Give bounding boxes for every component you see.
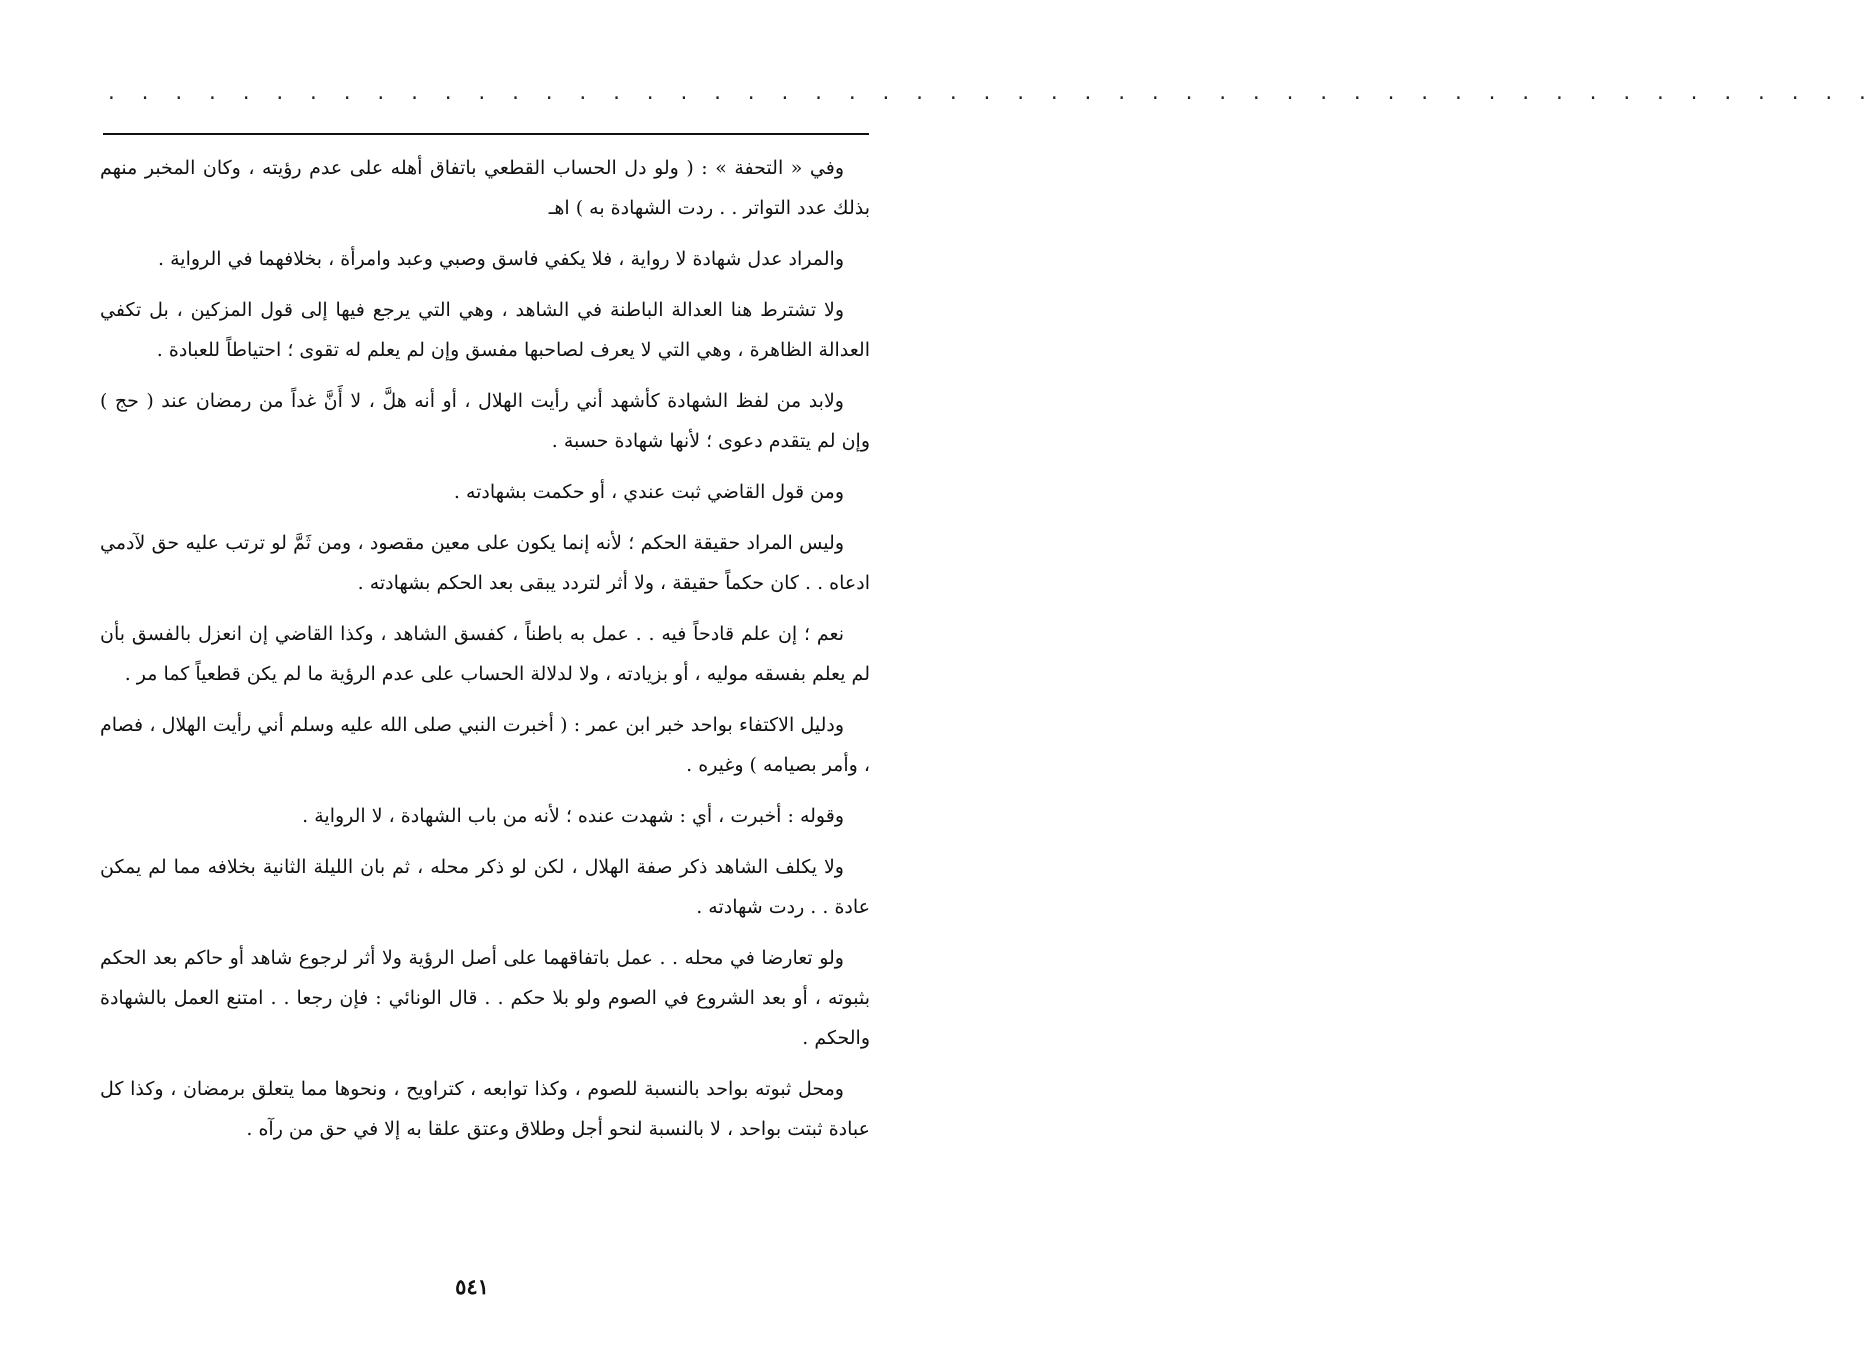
paragraph: وليس المراد حقيقة الحكم ؛ لأنه إنما يكون على معين مقصود ، ومن ثَمَّ لو ترتب عليه حق لآدمي ادعاه . . كان حكماً حقيقة ، ولا أثر لتردد يبقى بعد الحكم بشهادته . (100, 532, 870, 594)
paragraph: والمراد عدل شهادة لا رواية ، فلا يكفي فاسق وصبي وعبد وامرأة ، بخلافهما في الرواية . (158, 248, 844, 270)
paragraph: ومن قول القاضي ثبت عندي ، أو حكمت بشهادته . (453, 481, 844, 503)
paragraph: ومحل ثبوته بواحد بالنسبة للصوم ، وكذا توابعه ، كتراويح ، ونحوها مما يتعلق برمضان ، وكذا كل عبادة ثبتت بواحد ، لا بالنسبة لنحو أجل وطلاق وعتق علقا به إلا في حق من رآه . (100, 1078, 870, 1140)
paragraph: ولو تعارضا في محله . . عمل باتفاقهما على أصل الرؤية ولا أثر لرجوع شاهد أو حاكم بعد الحكم بثبوته ، أو بعد الشروع في الصوم ولو بلا حكم . . قال الونائي : فإن رجعا . . امتنع العمل بالشهادة والحكم . (100, 947, 870, 1049)
paragraph: نعم ؛ إن علم قادحاً فيه . . عمل به باطناً ، كفسق الشاهد ، وكذا القاضي إن انعزل بالفسق بأن لم يعلم بفسقه موليه ، أو بزيادته ، ولا لدلالة الحساب على عدم الرؤية ما لم يكن قطعياً كما مر . (100, 623, 870, 685)
paragraph: وفي « التحفة » : ( ولو دل الحساب القطعي باتفاق أهله على عدم رؤيته ، وكان المخبر منهم بذلك عدد التواتر . . ردت الشهادة به ) اهـ (100, 157, 870, 219)
body-text (100, 148, 870, 1160)
paragraph: ولا تشترط هنا العدالة الباطنة في الشاهد ، وهي التي يرجع فيها إلى قول المزكين ، بل تكفي العدالة الظاهرة ، وهي التي لا يعرف لصاحبها مفسق وإن لم يعلم له تقوى ؛ احتياطاً للعبادة . (100, 299, 870, 361)
header-dotted-line: . . . . . . . . . . . . . . . . . . . . . . . . . . . . . . . . . . . . . . . . . . . . . . . . . . . . . (106, 83, 1874, 104)
paragraph: ولا يكلف الشاهد ذكر صفة الهلال ، لكن لو ذكر محله ، ثم بان الليلة الثانية بخلافه مما لم يمكن عادة . . ردت شهادته . (100, 856, 870, 918)
paragraph: ولابد من لفظ الشهادة كأشهد أني رأيت الهلال ، أو أنه هلَّ ، لا أَنَّ غداً من رمضان عند ( حج ) وإن لم يتقدم دعوى ؛ لأنها شهادة حسبة . (100, 390, 870, 452)
paragraph: ودليل الاكتفاء بواحد خبر ابن عمر : ( أخبرت النبي صلى الله عليه وسلم أني رأيت الهلال ، فصام ، وأمر بصيامه ) وغيره . (100, 714, 870, 776)
page-number: ٥٤١ (455, 1274, 489, 1299)
paragraph: وقوله : أخبرت ، أي : شهدت عنده ؛ لأنه من باب الشهادة ، لا الرواية . (302, 805, 844, 827)
header-rule (103, 133, 869, 135)
